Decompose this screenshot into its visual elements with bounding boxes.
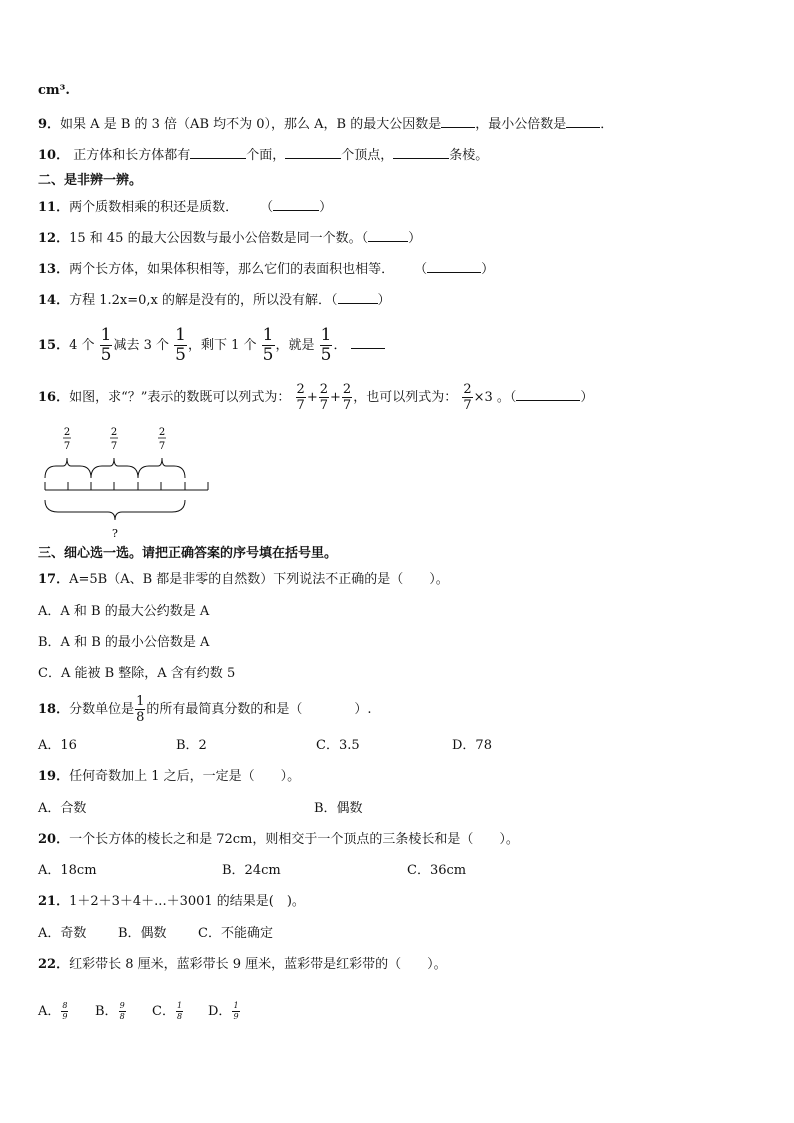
section-2-heading: 二、是非辨一辨。 xyxy=(38,173,143,188)
option-a[interactable]: A．合数 xyxy=(38,801,87,816)
question-number: 22． xyxy=(38,957,70,972)
answer-blank[interactable] xyxy=(427,260,481,273)
option-b[interactable]: B．偶数 xyxy=(314,801,363,816)
question-11 xyxy=(38,198,332,217)
question-mark: ? xyxy=(112,527,118,540)
question-text: ，最小公倍数是 xyxy=(475,117,567,132)
question-text: 正方体和长方体都有 xyxy=(73,148,191,163)
option-b[interactable]: B．A 和 B 的最小公倍数是 A xyxy=(38,635,210,650)
option-c[interactable]: C．A 能被 B 整除，A 含有约数 5 xyxy=(38,666,236,681)
fraction: $\frac{1}{5}$ xyxy=(100,325,112,365)
option-d[interactable]: D．78 xyxy=(452,738,492,753)
question-14 xyxy=(38,291,391,310)
question-number: 15． xyxy=(38,338,70,353)
question-number: 17． xyxy=(38,572,70,587)
option-a[interactable]: A．奇数 xyxy=(38,926,87,941)
question-text: 两个长方体，如果体积相等，那么它们的表面积也相等． xyxy=(69,262,395,277)
plus-sign: + xyxy=(330,390,341,405)
section-3-heading: 三、细心选一选。请把正确答案的序号填在括号里。 xyxy=(38,546,338,561)
fraction-label xyxy=(158,427,166,452)
question-text: 红彩带长 8 厘米，蓝彩带长 9 厘米，蓝彩带是红彩带的（ ）。 xyxy=(69,957,447,972)
paren-left: （ xyxy=(260,200,274,215)
plus-sign: + xyxy=(306,390,318,405)
question-21 xyxy=(38,893,305,911)
question-number: 13． xyxy=(38,262,70,277)
question-number: 20． xyxy=(38,832,70,847)
question-text: 个面， xyxy=(246,148,286,163)
question-number: 9． xyxy=(38,117,61,132)
question-text: ，也可以列式为： xyxy=(353,390,458,405)
question-text: ） xyxy=(580,390,594,405)
question-text: 分数单位是 xyxy=(69,702,135,717)
paren-left: （ xyxy=(331,293,338,308)
top-brace xyxy=(45,458,91,478)
question-15 xyxy=(38,326,385,366)
question-number: 12． xyxy=(38,231,70,246)
paren-right: ） xyxy=(481,262,495,277)
fraction: $\frac{2}{7}$ xyxy=(342,382,352,413)
fraction: $\frac{1}{5}$ xyxy=(262,325,274,365)
fraction: $\frac{1}{8}$ xyxy=(136,694,145,725)
fraction-label xyxy=(63,427,71,452)
option-d[interactable] xyxy=(208,998,241,1026)
option-label: D． xyxy=(208,1004,232,1019)
question-number: 18． xyxy=(38,702,70,717)
option-a[interactable]: A．16 xyxy=(38,738,77,753)
question-20 xyxy=(38,831,519,849)
question-text: 4 个 xyxy=(69,338,95,353)
answer-blank[interactable] xyxy=(368,229,408,242)
svg-text:7: 7 xyxy=(63,441,71,452)
question-text: ，剩下 1 个 xyxy=(187,338,257,353)
question-text: 方程 1.2x=0,x 的解是没有的，所以没有解． xyxy=(69,293,331,308)
question-12 xyxy=(38,229,421,248)
option-b[interactable]: B．24cm xyxy=(222,863,281,878)
question-number: 14． xyxy=(38,293,70,308)
option-b[interactable]: B．偶数 xyxy=(118,926,167,941)
answer-blank[interactable] xyxy=(351,336,385,349)
question-text: 的所有最简真分数的和是（ ）. xyxy=(146,702,372,717)
question-9 xyxy=(38,115,613,134)
fraction: $\frac{2}{7}$ xyxy=(463,382,472,413)
fraction: $\frac{2}{7}$ xyxy=(296,382,305,413)
question-text: ×3 。（ xyxy=(473,390,517,405)
question-text: A=5B（A、B 都是非零的自然数）下列说法不正确的是（ ）。 xyxy=(69,572,449,587)
tick-marks xyxy=(45,482,208,490)
answer-blank[interactable] xyxy=(190,146,246,159)
question-text: 15 和 45 的最大公因数与最小公倍数是同一个数。 xyxy=(69,231,362,246)
unit-fragment: cm³. xyxy=(38,83,70,98)
question-text: 条棱。 xyxy=(449,148,489,163)
question-number: 21． xyxy=(38,894,70,909)
fraction: $\frac{9}{8}$ xyxy=(119,1001,125,1021)
paren-left: （ xyxy=(361,231,369,246)
answer-blank[interactable] xyxy=(338,291,378,304)
option-a[interactable]: A．A 和 B 的最大公约数是 A xyxy=(38,604,210,619)
paren-right: ） xyxy=(377,293,391,308)
question-22 xyxy=(38,956,447,974)
svg-text:7: 7 xyxy=(110,441,118,452)
question-text: 两个质数相乘的积还是质数． xyxy=(69,200,239,215)
fraction: $\frac{2}{7}$ xyxy=(319,382,328,413)
option-label: C． xyxy=(152,1004,175,1019)
question-19 xyxy=(38,768,300,786)
option-label: A． xyxy=(38,1004,61,1019)
option-b[interactable]: B．2 xyxy=(176,738,207,753)
paren-right: ） xyxy=(319,200,333,215)
answer-blank[interactable] xyxy=(285,146,341,159)
fraction: $\frac{1}{5}$ xyxy=(175,325,186,365)
number-line-diagram xyxy=(36,420,216,542)
question-18 xyxy=(38,692,372,728)
option-b[interactable] xyxy=(95,998,127,1026)
question-16 xyxy=(38,380,593,416)
question-13 xyxy=(38,260,494,279)
answer-blank[interactable] xyxy=(516,388,580,401)
fraction: $\frac{1}{9}$ xyxy=(233,1001,239,1021)
question-text: ． xyxy=(333,338,347,353)
answer-blank[interactable] xyxy=(566,115,600,128)
question-text: 个顶点， xyxy=(341,148,394,163)
question-17 xyxy=(38,571,449,589)
question-text: 任何奇数加上 1 之后，一定是（ ）。 xyxy=(69,769,301,784)
question-number: 16． xyxy=(38,390,70,405)
svg-text:2: 2 xyxy=(63,427,71,438)
question-text: ，就是 xyxy=(275,338,315,353)
answer-blank[interactable] xyxy=(273,198,319,211)
fraction-label xyxy=(110,427,118,452)
question-number: 19． xyxy=(38,769,70,784)
question-text: 减去 3 个 xyxy=(113,338,170,353)
question-text: ． xyxy=(600,117,614,132)
bottom-brace xyxy=(45,500,185,520)
option-label: B． xyxy=(95,1004,118,1019)
question-text: 如果 A 是 B 的 3 倍（AB 均不为 0），那么 A，B 的最大公因数是 xyxy=(60,117,442,132)
question-number: 11． xyxy=(38,200,70,215)
fraction: $\frac{8}{9}$ xyxy=(62,1001,68,1021)
top-brace xyxy=(138,458,185,478)
option-c[interactable]: C．3.5 xyxy=(316,738,360,753)
paren-right: ） xyxy=(408,231,422,246)
option-a[interactable]: A．18cm xyxy=(38,863,97,878)
option-c[interactable]: C．不能确定 xyxy=(198,926,273,941)
answer-blank[interactable] xyxy=(393,146,449,159)
top-brace xyxy=(91,458,138,478)
svg-text:2: 2 xyxy=(158,427,166,438)
question-text: 如图，求“？”表示的数既可以列式为： xyxy=(69,390,291,405)
option-a[interactable] xyxy=(38,998,69,1026)
question-text: 一个长方体的棱长之和是 72cm，则相交于一个顶点的三条棱长和是（ ）。 xyxy=(69,832,519,847)
option-c[interactable] xyxy=(152,998,184,1026)
svg-text:2: 2 xyxy=(110,427,118,438)
question-text: 1＋2＋3＋4＋...＋3001 的结果是( )。 xyxy=(69,894,305,909)
answer-blank[interactable] xyxy=(441,115,475,128)
paren-left: （ xyxy=(414,262,428,277)
question-number: 10． xyxy=(38,148,70,163)
svg-text:7: 7 xyxy=(158,441,166,452)
fraction: $\frac{1}{5}$ xyxy=(320,325,332,365)
question-10 xyxy=(38,146,488,165)
option-c[interactable]: C．36cm xyxy=(407,863,467,878)
fraction: $\frac{1}{8}$ xyxy=(176,1001,183,1021)
